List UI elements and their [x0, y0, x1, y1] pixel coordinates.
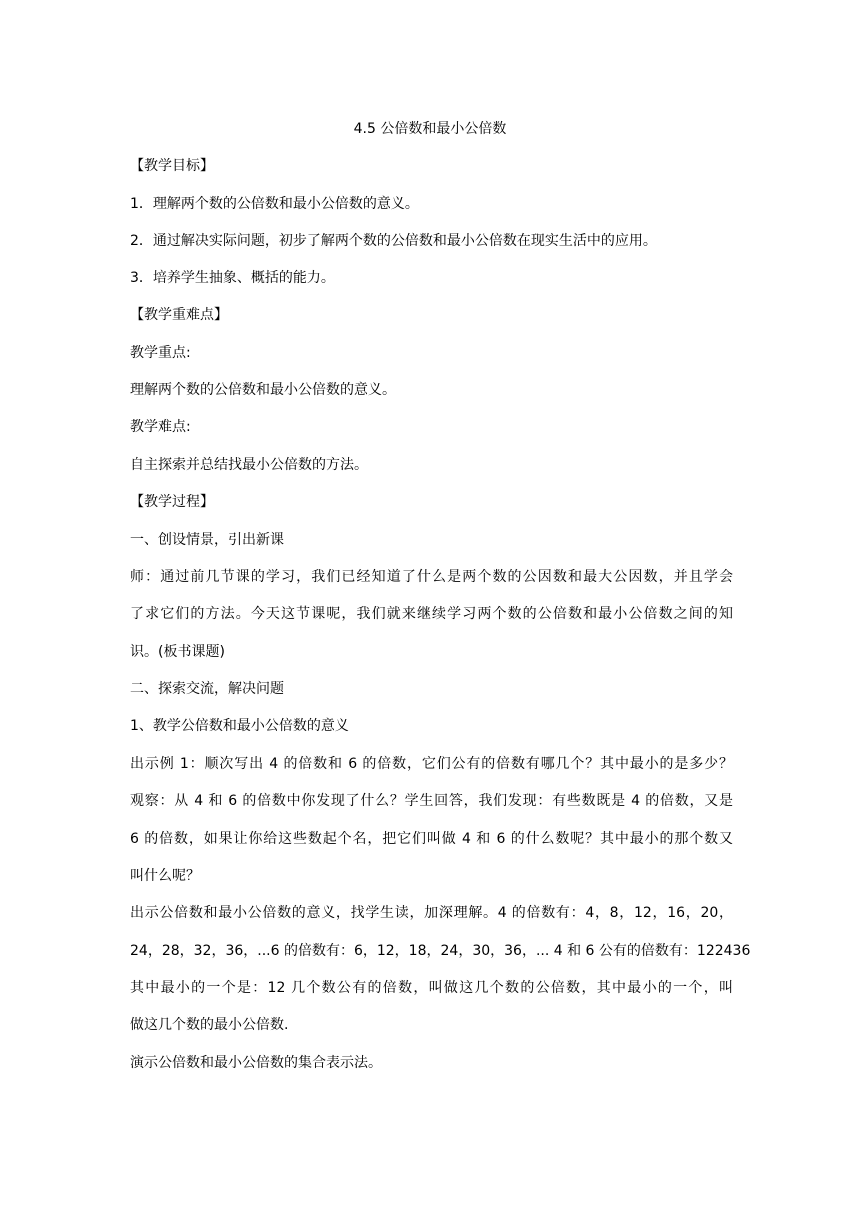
paragraph-line: 识。(板书课题)	[130, 644, 225, 660]
paragraph-line: 观察：从 4 和 6 的倍数中你发现了什么？学生回答，我们发现：有些数既是 4 的倍数，又是	[130, 793, 733, 809]
objective-item-3: 3．培养学生抽象、概括的能力。	[130, 270, 335, 286]
subsection-heading: 1、教学公倍数和最小公倍数的意义	[130, 718, 349, 734]
paragraph-line: 出示公倍数和最小公倍数的意义，找学生读，加深理解。4 的倍数有：4，8，12，16，20，	[130, 905, 733, 921]
paragraph-line: 师：通过前几节课的学习，我们已经知道了什么是两个数的公因数和最大公因数，并且学会	[130, 569, 733, 585]
key-point-text: 理解两个数的公倍数和最小公倍数的意义。	[130, 382, 396, 398]
paragraph-line: 了求它们的方法。今天这节课呢，我们就来继续学习两个数的公倍数和最小公倍数之间的知	[130, 606, 733, 622]
section-heading-process: 【教学过程】	[130, 494, 214, 510]
objective-item-1: 1．理解两个数的公倍数和最小公倍数的意义。	[130, 196, 419, 212]
process-step-2-heading: 二、探索交流，解决问题	[130, 681, 284, 697]
objective-item-2: 2．通过解决实际问题，初步了解两个数的公倍数和最小公倍数在现实生活中的应用。	[130, 233, 657, 249]
difficulty-label: 教学难点:	[130, 419, 191, 435]
paragraph-line: 24，28，32，36，...6 的倍数有：6，12，18，24，30，36，... 4 和 6 公有的倍数有：122436	[130, 943, 751, 959]
key-point-label: 教学重点:	[130, 345, 191, 361]
section-heading-key-points: 【教学重难点】	[130, 307, 228, 323]
paragraph-line: 其中最小的一个是：12 几个数公有的倍数，叫做这几个数的公倍数，其中最小的一个，叫	[130, 980, 733, 996]
paragraph-line: 6 的倍数，如果让你给这些数起个名，把它们叫做 4 和 6 的什么数呢？其中最小的那个数又	[130, 831, 733, 847]
paragraph-line: 叫什么呢？	[130, 868, 200, 884]
paragraph-line: 演示公倍数和最小公倍数的集合表示法。	[130, 1055, 382, 1071]
section-heading-objectives: 【教学目标】	[130, 158, 214, 174]
process-step-1-heading: 一、创设情景，引出新课	[130, 532, 284, 548]
difficulty-text: 自主探索并总结找最小公倍数的方法。	[130, 457, 368, 473]
paragraph-line: 出示例 1：顺次写出 4 的倍数和 6 的倍数，它们公有的倍数有哪几个？其中最小的是多少？	[130, 756, 733, 772]
paragraph-line: 做这几个数的最小公倍数.	[130, 1017, 289, 1033]
document-title: 4.5 公倍数和最小公倍数	[353, 121, 507, 137]
